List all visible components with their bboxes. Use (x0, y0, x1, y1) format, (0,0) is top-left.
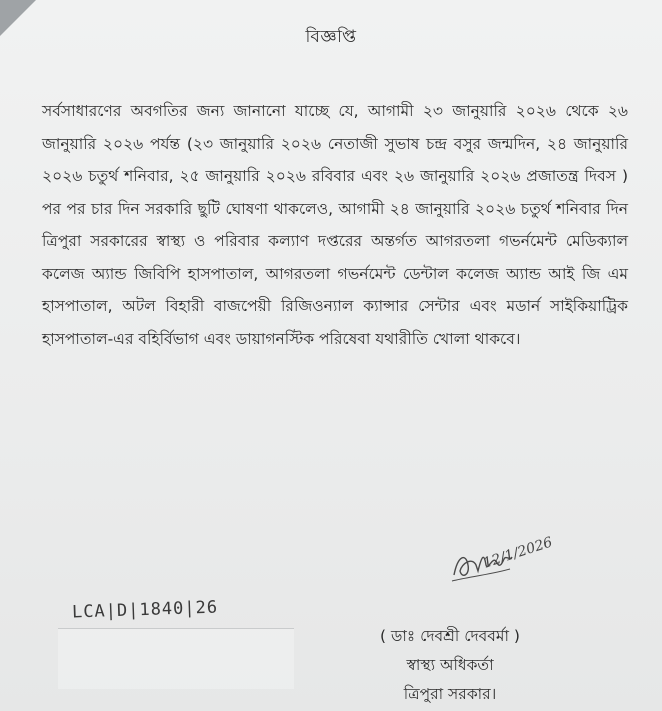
signatory-name: ( ডাঃ দেবশ্রী দেববর্মা ) (380, 627, 520, 645)
signatory-office: ত্রিপুরা সরকার। (403, 685, 497, 703)
notice-body: সর্বসাধারণের অবগতির জন্য জানানো যাচ্ছে যে, আগামী ২৩ জানুয়ারি ২০২৬ থেকে ২৬ জানুয়ারি ২০২৬ পর্যন্ত (২৩ জানুয়ারি ২০২৬ নেতাজী সুভাষ চন্দ্র বসুর জন্মদিন, ২৪ জানুয়ারি ২০২৬ চতুর্থ শনিবার, ২৫ জানুয়ারি ২০২৬ রবিবার এবং ২৬ জানুয়ারি ২০২৬ প্রজাতন্ত্র দিবস ) পর পর চার দিন সরকারি ছুটি ঘোষণা থাকলেও, আগামী ২৪ জানুয়ারি ২০২৬ চতুর্থ শনিবার দিন ত্রিপুরা সরকারের স্বাস্থ্য ও পরিবার কল্যাণ দপ্তরের অন্তর্গত আগরতলা গভর্নমেন্ট মেডিক্যাল কলেজ অ্যান্ড জিবিপি হাসপাতাল, আগরতলা গভর্নমেন্ট ডেন্টাল কলেজ অ্যান্ড আই জি এম হাসপাতাল, অটল বিহারী বাজপেয়ী রিজিওন্যাল ক্যান্সার সেন্টার এবং মডার্ন সাইকিয়াট্রিক হাসপাতাল-এর বহির্বিভাগ এবং ডায়াগনস্টিক পরিষেবা যথারীতি খোলা থাকবে। (42, 102, 628, 348)
signatory-block (340, 622, 560, 709)
reference-box (58, 628, 294, 689)
notice-title: বিজ্ঞপ্তি (305, 27, 357, 47)
signatory-designation: স্বাস্থ্য অধিকর্তা (406, 656, 494, 674)
reference-number: LCA|D|1840|26 (71, 597, 219, 623)
signature-date: 12/1/2026 (481, 534, 555, 572)
